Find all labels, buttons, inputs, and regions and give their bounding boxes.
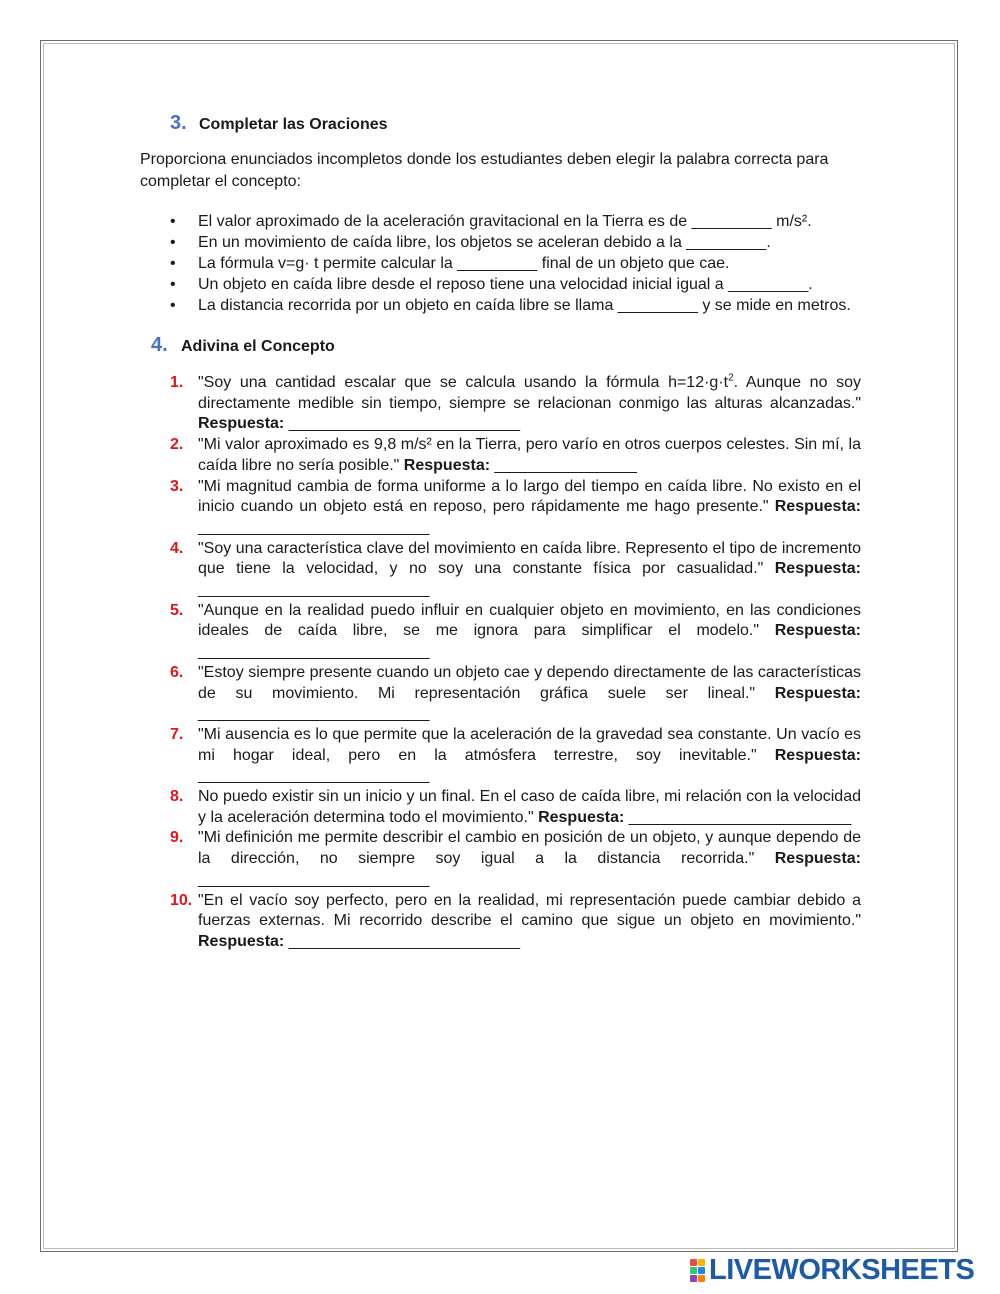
answer-blank[interactable]: __________________________ (198, 581, 430, 599)
logo-square (690, 1259, 697, 1266)
riddle-number: 10. (170, 891, 193, 909)
logo-square (698, 1275, 705, 1282)
section-4-heading (151, 334, 861, 357)
answer-label: Respuesta: (774, 746, 861, 764)
answer-label: Respuesta: (198, 932, 285, 950)
bullet-icon: • (170, 276, 176, 293)
riddle-text: "Soy una cantidad escalar que se calcula usando la fórmula h=12·g·t (198, 374, 729, 391)
bullet-icon: • (170, 234, 176, 251)
answer-label: Respuesta: (538, 808, 625, 826)
answer-blank[interactable]: __________________________ (198, 643, 430, 661)
riddle-text: "En el vacío soy perfecto, pero en la realidad, mi representación puede cambiar debido a fuerzas externas. Mi recorrido describe el camino que sigue un objeto en movimiento." (198, 891, 861, 930)
fill-in-item (140, 295, 861, 316)
riddle-number: 2. (170, 436, 184, 454)
riddle-superscript: 2 (728, 372, 734, 384)
riddle-item (140, 435, 861, 476)
fill-in-list (140, 211, 861, 316)
riddle-number: 4. (170, 539, 184, 557)
answer-blank[interactable]: __________________________ (198, 518, 430, 536)
riddle-text: "Mi ausencia es lo que permite que la aceleración de la gravedad sea constante. Un vacío es mi hogar ideal, pero en la atmósfera terrestre, soy inevitable." (198, 725, 861, 764)
section-4-title: Adivina el Concepto (181, 338, 335, 355)
section-4-number: 4. (151, 334, 168, 356)
riddle-number: 6. (170, 663, 184, 681)
answer-label: Respuesta: (774, 622, 861, 640)
riddle-item (140, 477, 861, 539)
riddle-number: 3. (170, 477, 184, 495)
answer-blank[interactable]: __________________________ (198, 767, 430, 785)
riddle-list (140, 373, 861, 953)
logo-square (690, 1267, 697, 1274)
riddle-item (140, 539, 861, 601)
riddle-item (140, 891, 861, 953)
logo-square (690, 1275, 697, 1282)
fill-in-text: En un movimiento de caída libre, los objetos se aceleran debido a la _________. (198, 234, 771, 251)
riddle-item (140, 663, 861, 725)
riddle-text: "Estoy siempre presente cuando un objeto cae y dependo directamente de las características de su movimiento. Mi representación gráfica suele ser lineal." (198, 663, 861, 702)
riddle-item (140, 828, 861, 890)
answer-blank[interactable]: __________________________ (284, 932, 521, 950)
riddle-number: 7. (170, 725, 184, 743)
fill-in-text: Un objeto en caída libre desde el reposo tiene una velocidad inicial igual a _________. (198, 276, 813, 293)
fill-in-item (140, 253, 861, 274)
riddle-text: "Aunque en la realidad puedo influir en cualquier objeto en movimiento, en las condiciones ideales de caída libre, se me ignora para simplificar el modelo." (198, 601, 861, 640)
answer-label: Respuesta: (774, 498, 861, 516)
bullet-icon: • (170, 213, 176, 230)
liveworksheets-logo-text: LIVEWORKSHEETS (709, 1253, 975, 1286)
riddle-number: 9. (170, 829, 184, 847)
bullet-icon: • (170, 297, 176, 314)
riddle-number: 8. (170, 788, 184, 806)
riddle-text: "Mi definición me permite describir el cambio en posición de un objeto, y aunque dependo de la dirección, no siempre soy igual a la distancia recorrida." (198, 829, 861, 868)
riddle-text: "Mi valor aproximado es 9,8 m/s² en la Tierra, pero varío en otros cuerpos celestes. Sin mí, la caída libre no sería posible." (198, 436, 861, 474)
answer-label: Respuesta: (774, 850, 861, 868)
riddle-text: "Soy una característica clave del movimiento en caída libre. Represento el tipo de incremento que tiene la velocidad, y no soy una constante física por casualidad." (198, 539, 861, 578)
worksheet-content (140, 112, 861, 953)
answer-blank[interactable]: __________________________ (198, 705, 430, 723)
answer-blank[interactable]: __________________________ (198, 870, 430, 888)
fill-in-text: La distancia recorrida por un objeto en caída libre se llama _________ y se mide en metros. (198, 297, 851, 314)
fill-in-item (140, 232, 861, 253)
answer-label: Respuesta: (403, 456, 491, 474)
riddle-number: 1. (170, 374, 184, 391)
section-3-number: 3. (170, 112, 187, 134)
answer-label: Respuesta: (774, 560, 861, 578)
section-3-heading (170, 112, 861, 135)
liveworksheets-logo-icon (690, 1259, 705, 1282)
section-3-title: Completar las Oraciones (199, 116, 388, 133)
liveworksheets-logo (690, 1254, 990, 1286)
answer-blank[interactable]: ________________ (490, 456, 637, 474)
bullet-icon: • (170, 255, 176, 272)
answer-blank[interactable]: __________________________ (284, 415, 521, 433)
fill-in-item (140, 274, 861, 295)
riddle-item (140, 725, 861, 787)
answer-label: Respuesta: (774, 684, 861, 702)
fill-in-text: La fórmula v=g· t permite calcular la _________ final de un objeto que cae. (198, 255, 730, 272)
riddle-text-continued: . Aunque no soy directamente medible sin tiempo, siempre se relacionan conmigo las alturas alcanzadas." (198, 374, 861, 412)
logo-square (698, 1267, 705, 1274)
riddle-item (140, 373, 861, 435)
riddle-item (140, 787, 861, 828)
riddle-item (140, 601, 861, 663)
answer-label: Respuesta: (198, 415, 285, 433)
riddle-number: 5. (170, 601, 184, 619)
section-3-intro: Proporciona enunciados incompletos donde los estudiantes deben elegir la palabra correcta para completar el concepto: (140, 151, 829, 190)
logo-square (698, 1259, 705, 1266)
riddle-text: "Mi magnitud cambia de forma uniforme a lo largo del tiempo en caída libre. No existo en el inicio cuando un objeto está en reposo, pero rápidamente me hago presente." (198, 477, 861, 516)
answer-blank[interactable]: _________________________ (624, 808, 852, 826)
riddle-text: No puedo existir sin un inicio y un final. En el caso de caída libre, mi relación con la velocidad y la aceleración determina todo el movimiento." (198, 788, 861, 826)
fill-in-item (140, 211, 861, 232)
fill-in-text: El valor aproximado de la aceleración gravitacional en la Tierra es de _________ m/s². (198, 213, 812, 230)
